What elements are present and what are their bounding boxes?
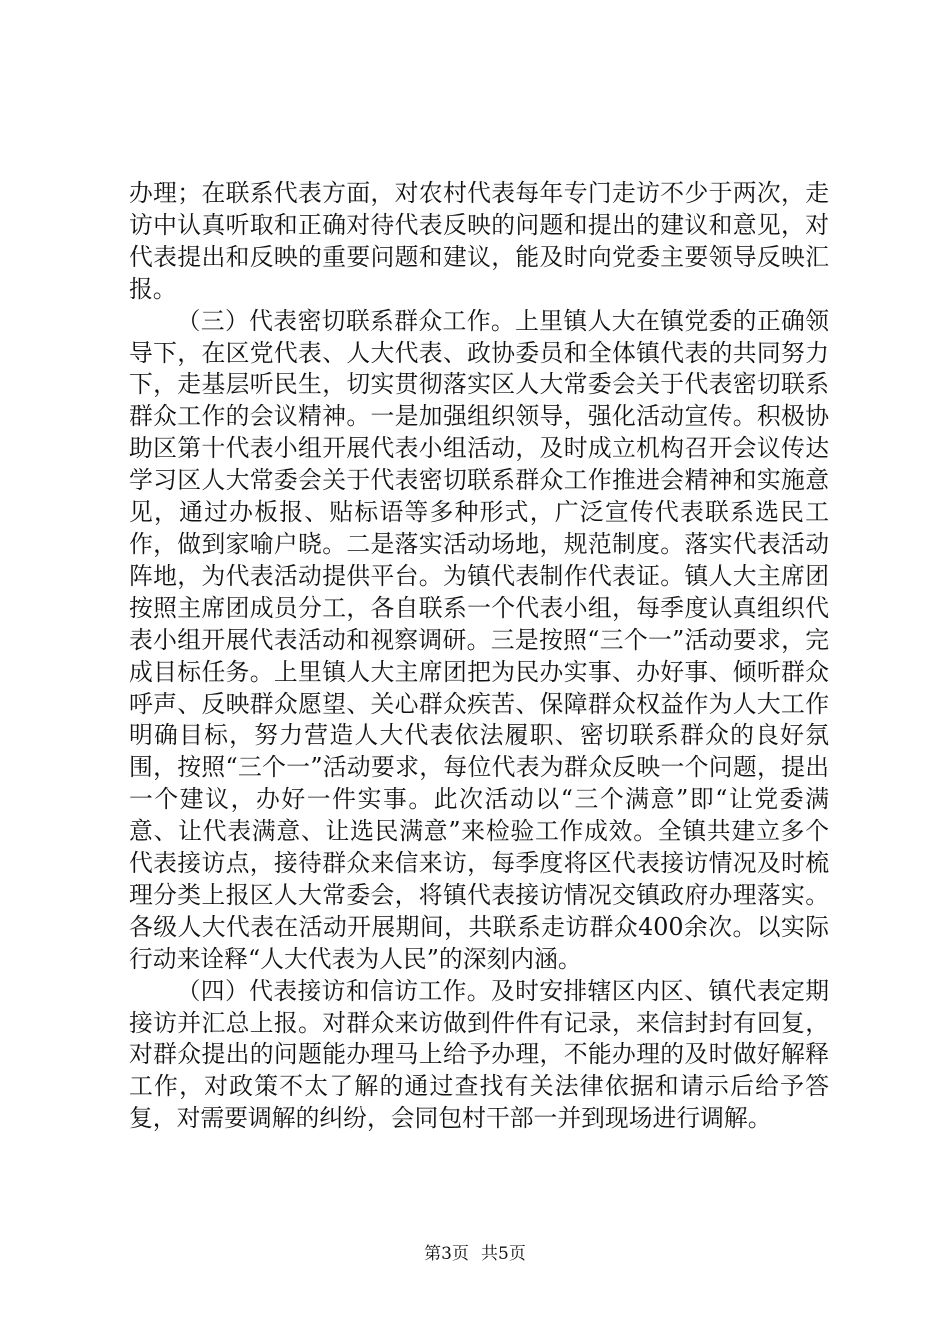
paragraph-2: （三）代表密切联系群众工作。上里镇人大在镇党委的正确领导下，在区党代表、人大代表、政协委员和全体镇代表的共同努力下，走基层听民生，切实贯彻落实区人大常委会关于代表密切联系群众工作的会议精神。一是加强组织领导，强化活动宣传。积极协助区第十代表小组开展代表小组活动，及时成立机构召开会议传达学习区人大常委会关于代表密切联系群众工作推进会精神和实施意见，通过办板报、贴标语等多种形式，广泛宣传代表联系选民工作，做到家喻户晓。二是落实活动场地，规范制度。落实代表活动阵地，为代表活动提供平台。为镇代表制作代表证。镇人大主席团按照主席团成员分工，各自联系一个代表小组，每季度认真组织代表小组开展代表活动和视察调研。三是按照“三个一”活动要求，完成目标任务。上里镇人大主席团把为民办实事、办好事、倾听群众呼声、反映群众愿望、关心群众疾苦、保障群众权益作为人大工作明确目标，努力营造人大代表依法履职、密切联系群众的良好氛围，按照“三个一”活动要求，每位代表为群众反映一个问题，提出一个建议，办好一件实事。此次活动以“三个满意”即“让党委满意、让代表满意、让选民满意”来检验工作成效。全镇共建立多个代表接访点，接待群众来信来访，每季度将区代表接访情况及时梳理分类上报区人大常委会，将镇代表接访情况交镇政府办理落实。各级人大代表在活动开展期间，共联系走访群众400余次。以实际行动来诠释“人大代表为人民”的深刻内涵。	[129, 306, 829, 973]
document-body	[129, 178, 829, 1135]
paragraph-3: （四）代表接访和信访工作。及时安排辖区内区、镇代表定期接访并汇总上报。对群众来访做到件件有记录，来信封封有回复，对群众提出的问题能办理马上给予办理，不能办理的及时做好解释工作，对政策不太了解的通过查找有关法律依据和请示后给予答复，对需要调解的纠纷，会同包村干部一并到现场进行调解。	[129, 976, 829, 1133]
page-footer	[0, 1244, 950, 1264]
page-number: 第3页	[424, 1244, 469, 1264]
page-total: 共5页	[481, 1244, 526, 1264]
paragraph-1: 办理；在联系代表方面，对农村代表每年专门走访不少于两次，走访中认真听取和正确对待代表反映的问题和提出的建议和意见，对代表提出和反映的重要问题和建议，能及时向党委主要领导反映汇报。	[129, 179, 829, 303]
